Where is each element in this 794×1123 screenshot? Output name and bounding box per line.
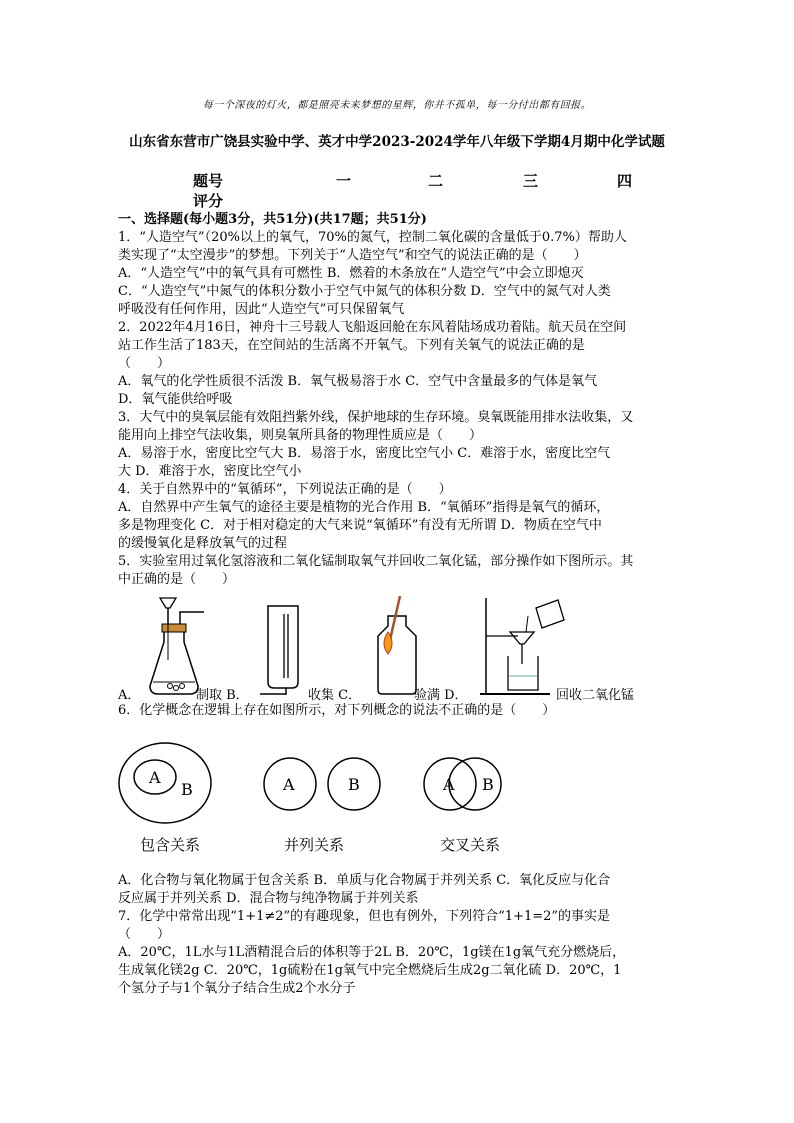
q5-option-b-label: 制取 B． <box>196 688 249 703</box>
q6-line: 反应属于并列关系 D．混合物与纯净物属于并列关系 <box>118 891 419 906</box>
q5-option-d-label: 验满 D． <box>414 688 468 703</box>
venn-b-label: B <box>348 775 360 794</box>
q4-line: 的缓慢氧化是释放氧气的过程 <box>118 536 288 551</box>
q6-line: 6．化学概念在逻辑上存在如图所示，对下列概念的说法不正确的是（ ） <box>118 703 556 718</box>
exam-title: 山东省东营市广饶县实验中学、英才中学2023-2024学年八年级下学期4月期中化学试题 <box>129 134 665 150</box>
q1-line: 1．“人造空气”（20%以上的氧气，70%的氮气，控制二氧化碳的含量低于0.7%）帮助人 <box>118 230 627 245</box>
q7-line: A．20℃，1L水与1L酒精混合后的体积等于2L B．20℃，1g镁在1g氧气充分燃烧后， <box>118 945 626 960</box>
q3-line: A．易溶于水，密度比空气大 B．易溶于水，密度比空气小 C．难溶于水，密度比空气 <box>118 446 611 461</box>
q1-line: C．“人造空气”中氮气的体积分数小于空气中氮气的体积分数 D．空气中的氮气对人类 <box>118 284 611 299</box>
score-header-label: 题号 <box>193 172 224 190</box>
score-label: 评分 <box>193 192 224 210</box>
section-heading: 一、选择题(每小题3分，共51分)(共17题；共51分) <box>118 212 427 227</box>
q3-line: 3．大气中的臭氧层能有效阻挡紫外线，保护地球的生存环境。臭氧既能用排水法收集，又 <box>118 410 634 425</box>
q2-line: 2．2022年4月16日，神舟十三号载人飞船返回舱在东风着陆场成功着陆。航天员在空间 <box>118 320 627 335</box>
q7-line: （ ） <box>118 927 171 942</box>
q2-line: D．氧气能供给呼吸 <box>118 392 233 407</box>
questions-part-2 <box>118 872 678 998</box>
q5-option-c-label: 收集 C． <box>308 688 362 703</box>
q2-line: （ ） <box>118 356 171 371</box>
score-col-2: 二 <box>428 172 444 190</box>
venn-diagrams-figure <box>115 735 535 825</box>
score-col-1: 一 <box>336 172 352 190</box>
q5-line: 5．实验室用过氧化氢溶液和二氧化锰制取氧气并回收二氧化锰，部分操作如下图所示。其 <box>118 554 634 569</box>
q1-line: A．“人造空气”中的氧气具有可燃性 B．燃着的木条放在“人造空气”中会立即熄灭 <box>118 266 584 281</box>
venn-a-label: A <box>443 775 455 794</box>
q1-line: 类实现了“太空漫步”的梦想。下列关于“人造空气”和空气的说法正确的是（ ） <box>118 248 587 263</box>
q5-option-d-caption: 回收二氧化锰 <box>556 688 635 703</box>
flask-apparatus-figure <box>142 590 212 698</box>
q5-line: 中正确的是（ ） <box>118 572 236 587</box>
caption-parallel: 并列关系 <box>284 836 345 854</box>
q4-line: A．自然界中产生氧气的途径主要是植物的光合作用 B．“氧循环”指得是氧气的循环， <box>118 500 610 515</box>
q7-line: 7．化学中常常出现“1+1≠2”的有趣现象，但也有例外，下列符合“1+1=2”的事实是 <box>118 909 611 924</box>
oxygen-full-test-figure <box>372 596 422 698</box>
caption-intersection: 交叉关系 <box>440 836 501 854</box>
score-col-4: 四 <box>617 172 633 190</box>
q5-figures <box>118 590 678 703</box>
q4-line: 4．关于自然界中的“氧循环”，下列说法正确的是（ ） <box>118 482 452 497</box>
q4-line: 多是物理变化 C．对于相对稳定的大气来说“氧循环”有没有无所谓 D．物质在空气中 <box>118 518 602 533</box>
gas-bottle-collection-figure <box>258 602 308 698</box>
q7-line: 个氢分子与1个氧分子结合生成2个水分子 <box>118 981 356 996</box>
q2-line: 站工作生活了183天，在空间站的生活离不开氧气。下列有关氧气的说法正确的是 <box>118 338 585 353</box>
q5-option-a-label: A． <box>118 688 141 703</box>
q3-line: 大 D．难溶于水，密度比空气小 <box>118 464 302 479</box>
q1-line: 呼吸没有任何作用，因此“人造空气”可只保留氧气 <box>118 302 405 317</box>
venn-a-label: A <box>283 775 295 794</box>
venn-b-label: B <box>482 775 494 794</box>
q6-line: A．化合物与氧化物属于包含关系 B．单质与化合物属于并列关系 C．氧化反应与化合 <box>118 873 611 888</box>
questions-part-1 <box>118 211 678 589</box>
score-col-3: 三 <box>523 172 539 190</box>
venn-b-label: B <box>181 780 193 799</box>
q6-stem <box>118 702 678 720</box>
q7-line: 生成氧化镁2g C．20℃，1g硫粉在1g氧气中完全燃烧后生成2g二氧化硫 D．20℃，1 <box>118 963 622 978</box>
filtration-figure <box>478 590 568 698</box>
q2-line: A．氧气的化学性质很不活泼 B．氧气极易溶于水 C．空气中含量最多的气体是氧气 <box>118 374 598 389</box>
motto-header: 每一个深夜的灯火，都是照亮未来梦想的星辉，你并不孤单，每一分付出都有回报。 <box>202 100 592 111</box>
q3-line: 能用向上排空气法收集，则臭氧所具备的物理性质应是（ ） <box>118 428 483 443</box>
venn-a-label: A <box>149 768 161 787</box>
caption-inclusion: 包含关系 <box>140 836 201 854</box>
